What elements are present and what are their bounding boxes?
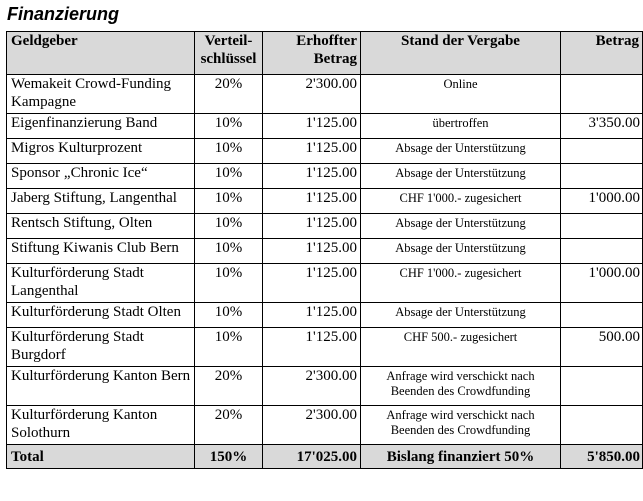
amount-cell (561, 214, 643, 239)
sponsor-cell: Kulturförderung Kanton Bern (7, 367, 195, 406)
section-title: Finanzierung (7, 4, 119, 24)
table-row (7, 139, 643, 164)
expected-cell: 1'125.00 (263, 164, 361, 189)
table-row (7, 328, 643, 367)
table-row (7, 264, 643, 303)
expected-cell: 1'125.00 (263, 264, 361, 303)
sponsor-cell: Kulturförderung Stadt Langenthal (7, 264, 195, 303)
key-cell: 10% (195, 239, 263, 264)
sponsor-cell: Kulturförderung Stadt Olten (7, 303, 195, 328)
sponsor-cell: Wemakeit Crowd-Funding Kampagne (7, 75, 195, 114)
key-cell: 10% (195, 214, 263, 239)
table-row (7, 214, 643, 239)
status-cell: CHF 500.- zugesichert (361, 328, 561, 367)
table-row (7, 406, 643, 445)
sponsor-cell: Sponsor „Chronic Ice“ (7, 164, 195, 189)
expected-cell: 2'300.00 (263, 75, 361, 114)
status-cell: Absage der Unterstützung (361, 239, 561, 264)
amount-cell (561, 164, 643, 189)
table-row (7, 114, 643, 139)
status-cell: übertroffen (361, 114, 561, 139)
header-expected-amount: Erhoffter Betrag (263, 32, 361, 75)
amount-cell: 1'000.00 (561, 189, 643, 214)
key-cell: 10% (195, 114, 263, 139)
status-cell: Absage der Unterstützung (361, 303, 561, 328)
table-header-row (7, 32, 643, 75)
sponsor-cell: Eigenfinanzierung Band (7, 114, 195, 139)
sponsor-cell: Kulturförderung Stadt Burgdorf (7, 328, 195, 367)
financing-table (6, 31, 643, 469)
sponsor-cell: Kulturförderung Kanton Solothurn (7, 406, 195, 445)
amount-cell (561, 367, 643, 406)
status-cell: Anfrage wird verschickt nach Beenden des Crowdfunding (361, 406, 561, 445)
header-status: Stand der Vergabe (361, 32, 561, 75)
sponsor-cell: Jaberg Stiftung, Langenthal (7, 189, 195, 214)
status-cell: CHF 1'000.- zugesichert (361, 264, 561, 303)
expected-cell: 1'125.00 (263, 328, 361, 367)
amount-cell (561, 406, 643, 445)
expected-cell: 1'125.00 (263, 139, 361, 164)
total-label: Total (7, 445, 195, 469)
key-cell: 10% (195, 264, 263, 303)
expected-cell: 1'125.00 (263, 214, 361, 239)
amount-cell: 500.00 (561, 328, 643, 367)
amount-cell (561, 303, 643, 328)
sponsor-cell: Rentsch Stiftung, Olten (7, 214, 195, 239)
sponsor-cell: Stiftung Kiwanis Club Bern (7, 239, 195, 264)
total-row (7, 445, 643, 469)
status-cell: Absage der Unterstützung (361, 164, 561, 189)
status-cell: Absage der Unterstützung (361, 214, 561, 239)
header-distribution-key: Verteil- schlüssel (195, 32, 263, 75)
expected-cell: 1'125.00 (263, 189, 361, 214)
table-row (7, 239, 643, 264)
total-expected: 17'025.00 (263, 445, 361, 469)
amount-cell (561, 239, 643, 264)
table-row (7, 367, 643, 406)
total-key: 150% (195, 445, 263, 469)
expected-cell: 2'300.00 (263, 367, 361, 406)
key-cell: 10% (195, 303, 263, 328)
key-cell: 10% (195, 164, 263, 189)
sponsor-cell: Migros Kulturprozent (7, 139, 195, 164)
status-cell: Online (361, 75, 561, 114)
status-cell: CHF 1'000.- zugesichert (361, 189, 561, 214)
key-cell: 20% (195, 406, 263, 445)
key-cell: 10% (195, 139, 263, 164)
amount-cell (561, 75, 643, 114)
total-amount: 5'850.00 (561, 445, 643, 469)
amount-cell: 1'000.00 (561, 264, 643, 303)
status-cell: Anfrage wird verschickt nach Beenden des Crowdfunding (361, 367, 561, 406)
key-cell: 10% (195, 189, 263, 214)
amount-cell: 3'350.00 (561, 114, 643, 139)
amount-cell (561, 139, 643, 164)
expected-cell: 2'300.00 (263, 406, 361, 445)
table-row (7, 164, 643, 189)
expected-cell: 1'125.00 (263, 303, 361, 328)
status-cell: Absage der Unterstützung (361, 139, 561, 164)
table-row (7, 303, 643, 328)
table-row (7, 75, 643, 114)
key-cell: 10% (195, 328, 263, 367)
key-cell: 20% (195, 75, 263, 114)
header-amount: Betrag (561, 32, 643, 75)
total-status: Bislang finanziert 50% (361, 445, 561, 469)
header-sponsor: Geldgeber (7, 32, 195, 75)
table-row (7, 189, 643, 214)
key-cell: 20% (195, 367, 263, 406)
expected-cell: 1'125.00 (263, 239, 361, 264)
expected-cell: 1'125.00 (263, 114, 361, 139)
